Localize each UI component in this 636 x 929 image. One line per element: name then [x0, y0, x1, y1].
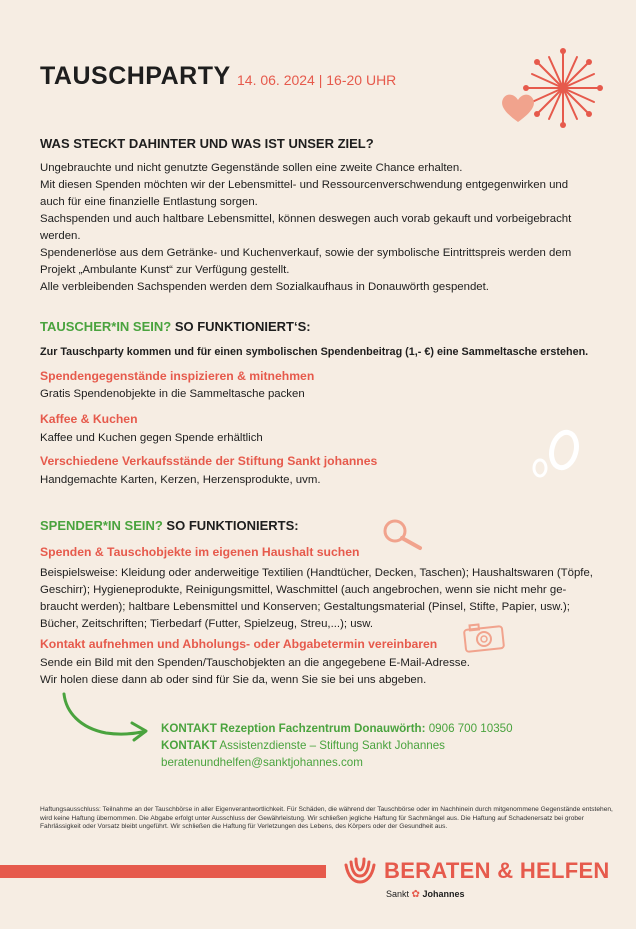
spender-heading-green: SPENDER*IN SEIN? — [40, 518, 163, 533]
tauscher-item-title: Kaffee & Kuchen — [40, 412, 138, 426]
intro-heading: WAS STECKT DAHINTER UND WAS IST UNSER ZIEL? — [40, 136, 374, 151]
spender-line: Beispielsweise: Kleidung oder anderweitige Textilien (Handtücher, Decken, Taschen); Haushaltswaren (Töpfe, — [40, 567, 593, 579]
contact-line-1 — [161, 720, 513, 737]
intro-line: Ungebrauchte und nicht genutzte Gegenstände sollen eine zweite Chance erhalten. — [40, 162, 463, 174]
logo-sub-name: Johannes — [422, 889, 465, 899]
tauscher-lead: Zur Tauschparty kommen und für einen symbolischen Spendenbeitrag (1,- €) eine Sammeltasche erstehen. — [40, 346, 589, 358]
heart-icon — [500, 92, 536, 124]
spender-item2-text — [40, 655, 620, 689]
contact-line-1-label: KONTAKT Rezeption Fachzentrum Donauwörth: — [161, 722, 426, 735]
logo-hands-icon — [342, 855, 378, 885]
tauscher-item-text: Kaffee und Kuchen gegen Spende erhältlich — [40, 432, 263, 444]
spender-heading — [40, 518, 299, 533]
intro-line: auch für eine finanzielle Entlastung sorgen. — [40, 196, 258, 208]
firework-icon — [495, 40, 615, 140]
intro-line: Spendenerlöse aus dem Getränke- und Kuchenverkauf, sowie der symbolische Eintrittspreis werden dem — [40, 247, 572, 259]
camera-icon — [462, 620, 506, 654]
spender-item-title: Spenden & Tauschobjekte im eigenen Haushalt suchen — [40, 545, 360, 559]
logo-subtitle — [386, 889, 464, 900]
logo-text: BERATEN & HELFEN — [384, 858, 610, 883]
logo-sub-prefix: Sankt — [386, 889, 410, 899]
intro-line: Projekt „Ambulante Kunst“ zur Verfügung gestellt. — [40, 264, 290, 276]
tauscher-item-title: Spendengegenstände inspizieren & mitnehmen — [40, 369, 315, 383]
spender-item-title: Kontakt aufnehmen und Abholungs- oder Abgabetermin vereinbaren — [40, 637, 438, 651]
spender-line: braucht werden); haltbare Lebensmittel und Konserven; Gestaltungsmaterial (Pinsel, Stifte, Papier, usw.); — [40, 601, 570, 613]
spender-line: Geschirr); Hygieneprodukte, Reinigungsmittel, Waschmittel (auch angebrochen, wenn sie nicht mehr ge- — [40, 584, 567, 596]
tauscher-heading-green: TAUSCHER*IN SEIN? — [40, 319, 172, 334]
disclaimer: Haftungsausschluss: Teilnahme an der Tauschbörse in aller Eigenverantwortlichkeit. Für Schäden, die während der Tauschbörse oder im Nachhinein durch mitgenommene Gegenstände entstehen, wird keine Haftung übernommen. Die Abgabe erfolgt unter Ausschluss der Gewährleistung. Wir schließen jegliche Haftung für Sachmängel aus. Die Haftung auf Schadenersatz bei grober Fahrlässigkeit oder Vorsatz bleibt ungeführt. Wir schließen die Haftung für Verletzungen des Lebens, des Körpers oder der Gesundheit aus. — [40, 806, 613, 831]
contact-line-2-text: Assistenzdienste – Stiftung Sankt Johannes — [216, 739, 445, 752]
arrow-icon — [58, 690, 154, 748]
bubbles-icon — [528, 428, 584, 484]
spender-item-text — [40, 565, 620, 633]
intro-text — [40, 160, 620, 296]
magnifier-icon — [380, 518, 426, 552]
footer-bar — [0, 865, 326, 878]
tauscher-heading-black: SO FUNKTIONIERT‘S: — [171, 319, 311, 334]
intro-line: Mit diesen Spenden möchten wir der Lebensmittel- und Ressourcenverschwendung entgegenwirken und — [40, 179, 569, 191]
page-title: TAUSCHPARTY — [40, 62, 231, 90]
contact-line-2 — [161, 737, 513, 754]
contact-line-2-label: KONTAKT — [161, 739, 217, 752]
intro-line: werden. — [40, 230, 81, 242]
tauscher-item-title: Verschiedene Verkaufsstände der Stiftung Sankt johannes — [40, 454, 378, 468]
tauscher-heading — [40, 319, 311, 334]
spender-line: Bücher, Zeitschriften; Tierbedarf (Futter, Spielzeug, Streu,...); usw. — [40, 618, 374, 630]
logo-small-hands-icon: ✿ — [411, 889, 420, 900]
tauscher-item-text: Handgemachte Karten, Kerzen, Herzensprodukte, uvm. — [40, 474, 321, 486]
intro-line: Alle verbleibenden Sachspenden werden dem Sozialkaufhaus in Donauwörth gespendet. — [40, 281, 489, 293]
event-date: 14. 06. 2024 | 16-20 UHR — [237, 72, 397, 88]
contact-email[interactable]: beratenundhelfen@sanktjohannes.com — [161, 756, 363, 769]
tauscher-item-text: Gratis Spendenobjekte in die Sammeltasche packen — [40, 388, 305, 400]
spender-heading-black: SO FUNKTIONIERTS: — [162, 518, 299, 533]
intro-line: Sachspenden und auch haltbare Lebensmittel, können deswegen auch vorab gekauft und vorbeigebracht — [40, 213, 572, 225]
contact-phone: 0906 700 10350 — [425, 722, 513, 735]
contact-block — [161, 720, 513, 771]
spender-line: Sende ein Bild mit den Spenden/Tauschobjekten an die angegebene E-Mail-Adresse. — [40, 657, 470, 669]
spender-line: Wir holen diese dann ab oder sind für Sie da, wenn Sie sie bei uns abgeben. — [40, 674, 427, 686]
